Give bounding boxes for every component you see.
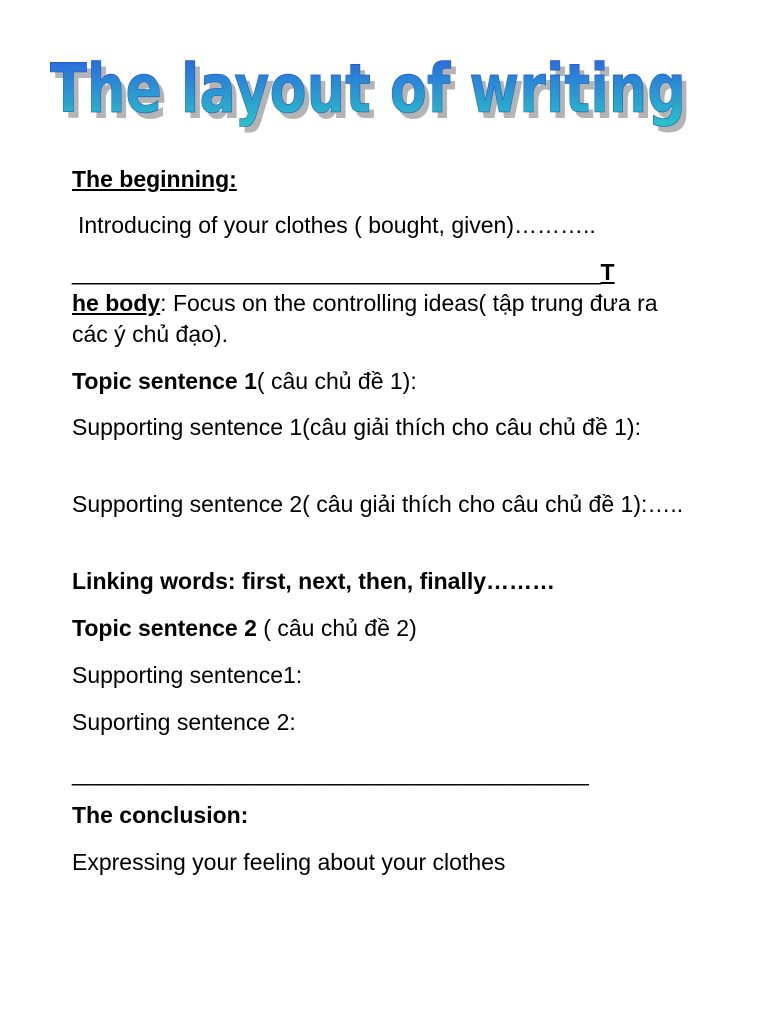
- topic-sentence-1: [72, 366, 698, 397]
- topic-sentence-2: [72, 613, 698, 644]
- beginning-heading: [72, 164, 698, 195]
- linking-words: Linking words: first, next, then, finally………: [72, 568, 556, 594]
- topic2-label: Topic sentence 2: [72, 615, 257, 641]
- supporting-sentence-1: Supporting sentence 1(câu giải thích cho câu chủ đề 1):: [72, 414, 641, 440]
- wordart-title: [40, 28, 700, 138]
- page-title: The layout of writing: [50, 50, 686, 129]
- topic2-note: ( câu chủ đề 2): [256, 615, 417, 641]
- body-text: : Focus on the controlling ideas( tập trung đưa ra các ý chủ đạo).: [72, 290, 658, 347]
- beginning-text: Introducing of your clothes ( bought, given)………..: [78, 212, 596, 238]
- conclusion-heading: The conclusion:: [72, 802, 249, 828]
- topic2-supporting-2: Suporting sentence 2:: [72, 709, 296, 735]
- topic1-note: ( câu chủ đề 1):: [256, 368, 417, 394]
- topic1-label: Topic sentence 1: [72, 368, 257, 394]
- title-shadow: The layout of writing: [55, 56, 691, 135]
- body-section: [72, 257, 698, 350]
- separator-rule: ___________________________________________: [72, 259, 601, 285]
- separator-rule-2: __________________________________________: [72, 760, 589, 786]
- body-heading-t: T: [600, 259, 615, 285]
- beginning-heading-text: The beginning:: [72, 166, 237, 192]
- topic2-supporting-1: Supporting sentence1:: [72, 662, 303, 688]
- body-heading: he body: [72, 290, 161, 316]
- conclusion-text: Expressing your feeling about your clothes: [72, 849, 506, 875]
- supporting-sentence-2: Supporting sentence 2( câu giải thích cho câu chủ đề 1):…..: [72, 491, 684, 517]
